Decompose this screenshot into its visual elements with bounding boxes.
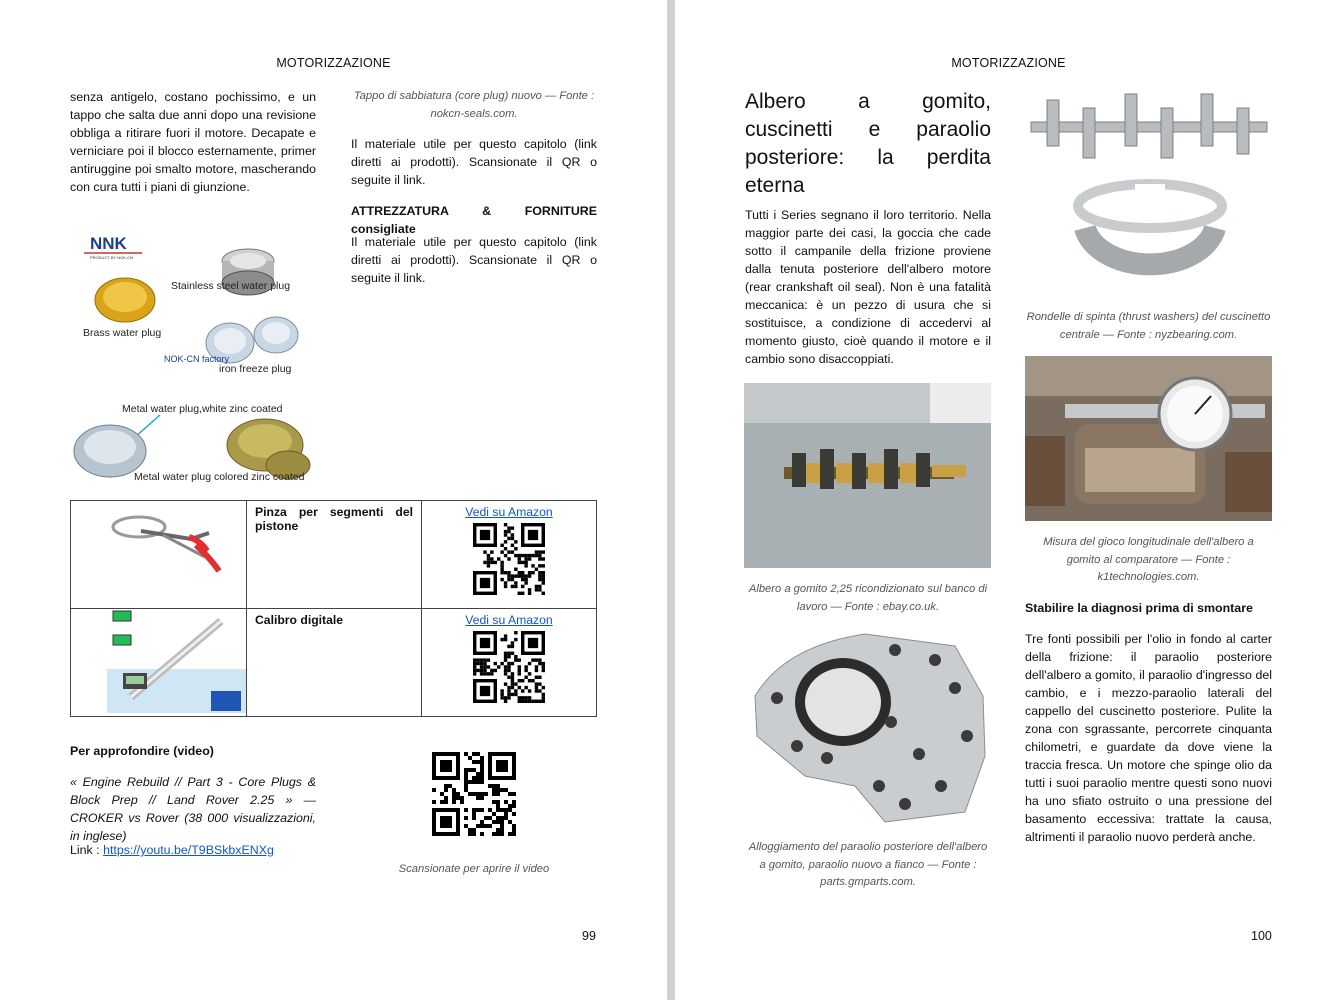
materials-paragraph-2: Il materiale utile per questo capitolo (link diretti ai prodotti). Scansionate il QR o seguite il link.: [351, 235, 597, 285]
intro-paragraph: senza antigelo, costano pochissimo, e un tappo che salta due anni dopo una revisione obbliga a ritirare fuori il motore. Decapate e verniciare poi il blocco esternamente, primer antiruggine poi smalto motore, mascherando con cura tutti i piani di giunzione.: [70, 90, 316, 194]
materials-paragraph: Il materiale utile per questo capitolo (link diretti ai prodotti). Scansionate il QR o seguite il link.: [351, 137, 597, 187]
right-page: [675, 0, 1342, 1000]
tool-name: Pinza per segmenti del pistone: [247, 501, 422, 609]
thrust-washers-photo: [1025, 88, 1272, 303]
core-plug-caption: Tappo di sabbiatura (core plug) nuovo — Fonte : nokcn-seals.com.: [353, 90, 595, 120]
link-label: Link :: [70, 843, 104, 857]
diagnosis-paragraph: Tre fonti possibili per l'olio in fondo al carter della frizione: il paraolio posteriore dell'albero a gomito, il paraolio d'ingresso del cambio, e i mezzo-paraolio laterali del cappello del cuscinetto posteriore. Pulite la zona con sgrassante, percorrete cinquanta chilometri, e guardate da dove viene la traccia fresca. Un motore che spinge olio da tutti i suoi paraolio mentre questi sono nuovi ha uno sfiato ostruito o una pressione del basamento eccessiva: trattate la causa, altrimenti il paraolio nuovo perderà anche.: [1025, 632, 1272, 844]
piston-ring-plier-image: [71, 501, 246, 605]
page-number: 99: [582, 929, 596, 943]
dial-gauge-photo: [1025, 356, 1272, 521]
amazon-link[interactable]: Vedi su Amazon: [465, 505, 553, 519]
video-link-line: [70, 841, 330, 859]
svg-text:Metal water plug colored zinc: Metal water plug colored zinc coated: [134, 471, 305, 483]
page-header: MOTORIZZAZIONE: [951, 56, 1066, 70]
svg-text:PRODUCT BY NOK-CN: PRODUCT BY NOK-CN: [90, 255, 133, 260]
crankshaft-photo: [744, 383, 991, 568]
video-link[interactable]: https://youtu.be/T9BSkbxENXg: [103, 843, 274, 857]
digital-caliper-image: [71, 609, 246, 713]
supplies-heading: ATTREZZATURA & FORNITURE consigliate: [351, 204, 597, 236]
tool-link-cell: [422, 609, 597, 717]
qr-caption: Scansionate per aprire il video: [398, 863, 550, 875]
svg-text:Metal water plug,white zinc co: Metal water plug,white zinc coated: [122, 403, 283, 415]
qr-code: [432, 752, 516, 836]
seal-housing-photo: [745, 626, 991, 826]
qr-code: [473, 523, 545, 595]
qr-code-icon[interactable]: [430, 523, 588, 598]
amazon-link[interactable]: Vedi su Amazon: [465, 613, 553, 627]
tool-image-cell: [71, 609, 247, 717]
diagnosis-heading: Stabilire la diagnosi prima di smontare: [1025, 601, 1253, 615]
seal-housing-caption: Alloggiamento del paraolio posteriore dell'albero a gomito, paraolio nuovo a fianco — Fonte : parts.gmparts.com.: [748, 841, 988, 888]
intro-paragraph: Tutti i Series segnano il loro territorio. Nella maggior parte dei casi, la goccia che cade sotto il campanile della frizione proviene dalla tenuta posteriore dell'albero motore (rear crankshaft oil seal). Non è una fatalità meccanica: è un pezzo di usura che si sostituisce, a condizione di accedervi al momento giusto, cioè quando il motore e il cambio sono disaccoppiati.: [745, 208, 991, 366]
qr-code: [473, 631, 545, 703]
svg-text:Brass water plug: Brass water plug: [83, 327, 162, 339]
thrust-washers-caption: Rondelle di spinta (thrust washers) del cuscinetto centrale — Fonte : nyzbearing.com.: [1026, 311, 1271, 341]
tool-image-cell: [71, 501, 247, 609]
tools-table: [70, 500, 597, 717]
dial-gauge-caption: Misura del gioco longitudinale dell'albero a gomito al comparatore — Fonte : k1technologies.com.: [1043, 536, 1254, 583]
svg-text:NOK-CN factory: NOK-CN factory: [164, 354, 230, 364]
tool-name: Calibro digitale: [247, 609, 422, 717]
svg-text:iron freeze plug: iron freeze plug: [219, 363, 292, 375]
video-qr-code-icon[interactable]: [432, 752, 516, 841]
core-plugs-image: [70, 225, 320, 490]
page-header: MOTORIZZAZIONE: [276, 56, 391, 70]
tool-link-cell: [422, 501, 597, 609]
brand-logo: NNK: [90, 234, 127, 253]
table-row: [71, 609, 597, 717]
left-page: [0, 0, 667, 1000]
page-number: 100: [1251, 929, 1272, 943]
svg-text:Stainless steel water plug: Stainless steel water plug: [171, 280, 291, 292]
section-title: Albero a gomito, cuscinetti e paraolio posteriore: la perdita eterna: [745, 90, 991, 197]
crankshaft-caption: Albero a gomito 2,25 ricondizionato sul banco di lavoro — Fonte : ebay.co.uk.: [748, 583, 988, 613]
video-title: « Engine Rebuild // Part 3 - Core Plugs & Block Prep // Land Rover 2.25 » — CROKER vs Rover (38 000 visualizzazioni, in inglese): [70, 775, 316, 843]
qr-code-icon[interactable]: [430, 631, 588, 706]
table-row: [71, 501, 597, 609]
video-heading: Per approfondire (video): [70, 744, 214, 758]
page-gutter: [667, 0, 675, 1000]
